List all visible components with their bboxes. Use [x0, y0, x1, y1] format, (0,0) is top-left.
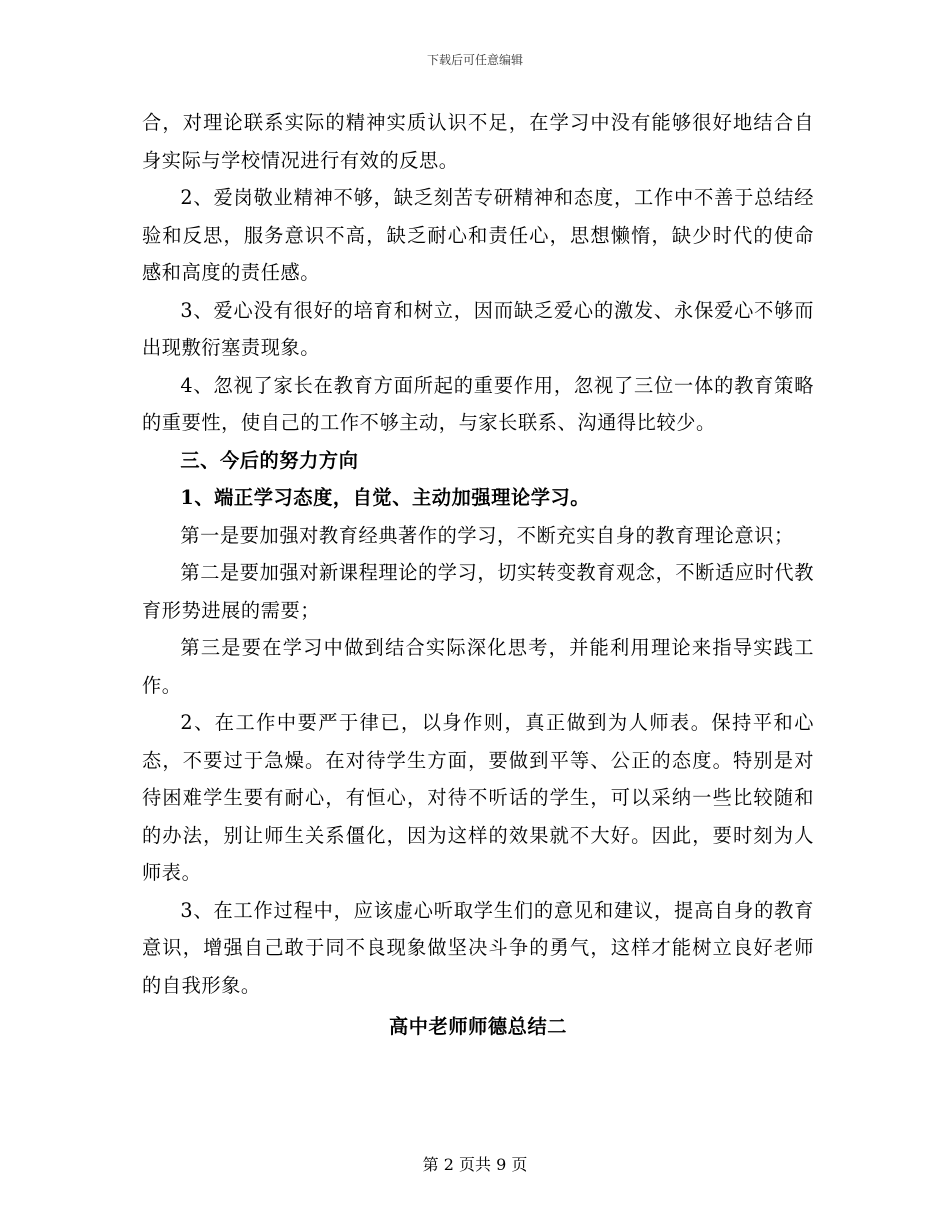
paragraph-item-3: 3、爱心没有很好的培育和树立，因而缺乏爱心的激发、永保爱心不够而出现敷衍塞责现象。 [142, 298, 814, 359]
paragraph-third: 第三是要在学习中做到结合实际深化思考，并能利用理论来指导实践工作。 [142, 636, 814, 697]
paragraph-second: 第二是要加强对新课程理论的学习，切实转变教育观念，不断适应时代教育形势进展的需要； [142, 561, 814, 622]
paragraph-continuation: 合，对理论联系实际的精神实质认识不足，在学习中没有能够很好地结合自身实际与学校情况进行有效的反思。 [142, 111, 814, 172]
paragraph-item-4: 4、忽视了家长在教育方面所起的重要作用，忽视了三位一体的教育策略的重要性，使自己的工作不够主动，与家长联系、沟通得比较少。 [142, 373, 814, 434]
paragraph-item-2: 2、爱岗敬业精神不够，缺乏刻苦专研精神和态度，工作中不善于总结经验和反思，服务意识不高，缺乏耐心和责任心，思想懒惰，缺少时代的使命感和高度的责任感。 [142, 186, 814, 284]
section-title-2: 高中老师师德总结二 [388, 1015, 568, 1038]
page-footer: 第 2 页共 9 页 [422, 1155, 528, 1174]
page-header: 下载后可任意编辑 [426, 53, 523, 67]
subheading-1: 1、端正学习态度，自觉、主动加强理论学习。 [180, 486, 591, 509]
section-heading-3: 三、今后的努力方向 [180, 448, 359, 472]
paragraph-work-2: 2、在工作中要严于律已，以身作则，真正做到为人师表。保持平和心态，不要过于急燥。在对待学生方面，要做到平等、公正的态度。特别是对待困难学生要有耐心，有恒心，对待不听话的学生，可以采纳一些比较随和的办法，别让师生关系僵化，因为这样的效果就不大好。因此，要时刻为人师表。 [142, 711, 814, 884]
paragraph-first: 第一是要加强对教育经典著作的学习，不断充实自身的教育理论意识； [180, 523, 794, 547]
document-body [142, 104, 814, 1046]
paragraph-work-3: 3、在工作过程中，应该虚心听取学生们的意见和建议，提高自身的教育意识，增强自己敢于同不良现象做坚决斗争的勇气，这样才能树立良好老师的自我形象。 [142, 898, 814, 997]
